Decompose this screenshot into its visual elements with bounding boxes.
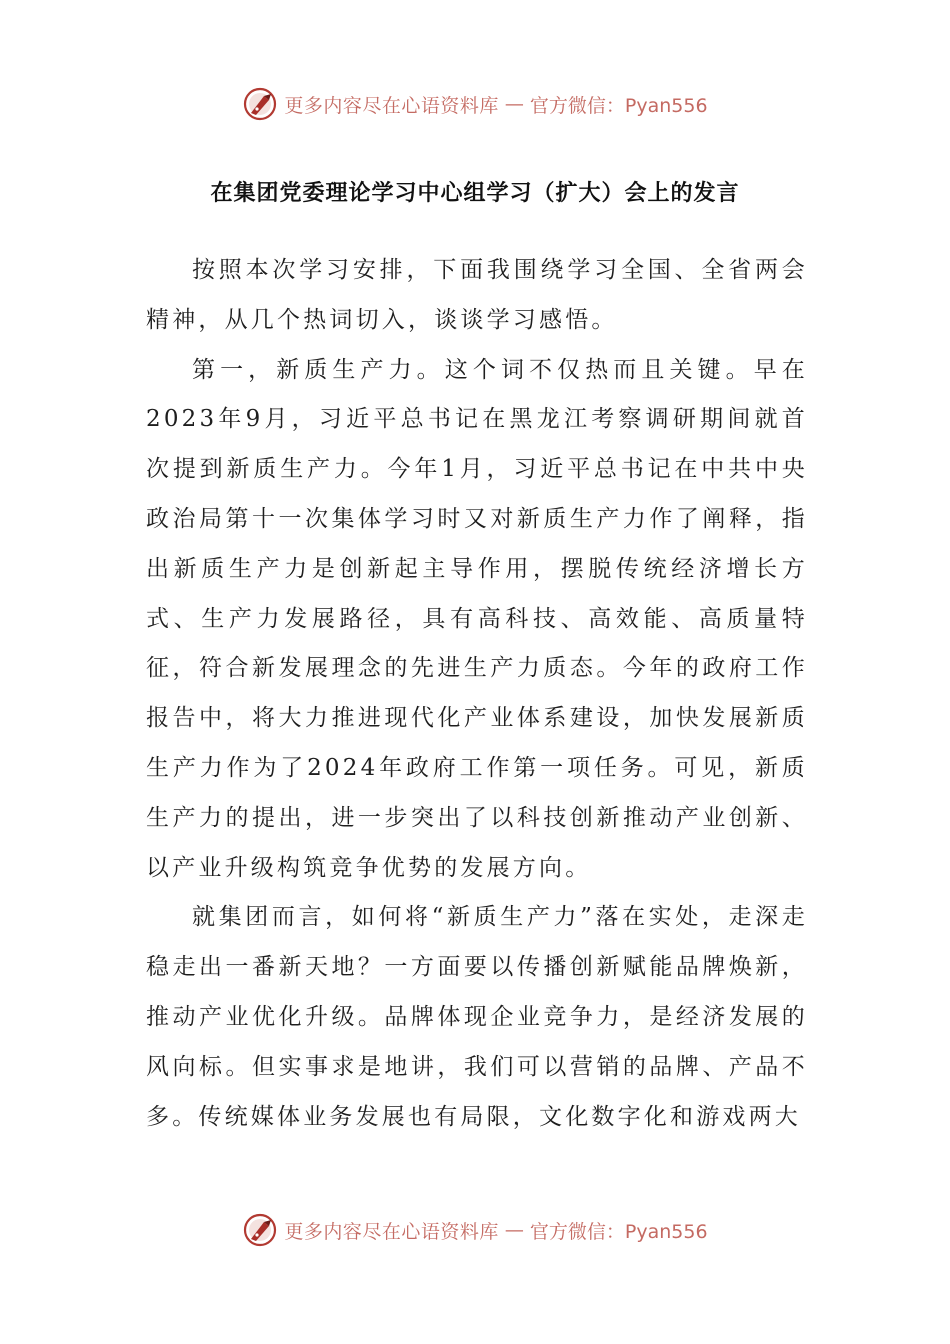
watermark-separator: — bbox=[504, 93, 524, 115]
watermark-wechat: 官方微信：Pyan556 bbox=[529, 1220, 708, 1243]
pen-nib-logo-icon bbox=[242, 86, 278, 122]
paragraph-new-productivity: 第一，新质生产力。这个词不仅热而且关键。早在2023年9月，习近平总书记在黑龙江考察调研期间就首次提到新质生产力。今年1月，习近平总书记在中共中央政治局第十一次集体学习时又对新质生产力作了阐释，指出新质生产力是创新起主导作用，摆脱传统经济增长方式、生产力发展路径，具有高科技、高效能、高质量特征，符合新发展理念的先进生产力质态。今年的政府工作报告中，将大力推进现代化产业体系建设，加快发展新质生产力作为了2024年政府工作第一项任务。可见，新质生产力的提出，进一步突出了以科技创新推动产业创新、以产业升级构筑竞争优势的发展方向。 bbox=[146, 356, 808, 881]
paragraph-group-practice: 就集团而言，如何将“新质生产力”落在实处，走深走稳走出一番新天地？一方面要以传播创新赋能品牌焕新，推动产业优化升级。品牌体现企业竞争力，是经济发展的风向标。但实事求是地讲，我们可以营销的品牌、产品不多。传统媒体业务发展也有局限，文化数字化和游戏两大 bbox=[146, 904, 808, 1130]
watermark-banner-bottom bbox=[0, 1208, 950, 1252]
document-body bbox=[146, 246, 808, 1142]
watermark-wechat: 官方微信：Pyan556 bbox=[529, 94, 708, 117]
watermark-text: 更多内容尽在心语资料库 bbox=[284, 1220, 499, 1243]
watermark-separator: — bbox=[504, 1219, 524, 1241]
document-title: 在集团党委理论学习中心组学习（扩大）会上的发言 bbox=[210, 181, 740, 206]
paragraph-intro: 按照本次学习安排，下面我围绕学习全国、全省两会精神，从几个热词切入，谈谈学习感悟。 bbox=[146, 257, 808, 333]
watermark-text: 更多内容尽在心语资料库 bbox=[284, 94, 499, 117]
watermark-banner-top bbox=[0, 82, 950, 126]
pen-nib-logo-icon bbox=[242, 1212, 278, 1248]
